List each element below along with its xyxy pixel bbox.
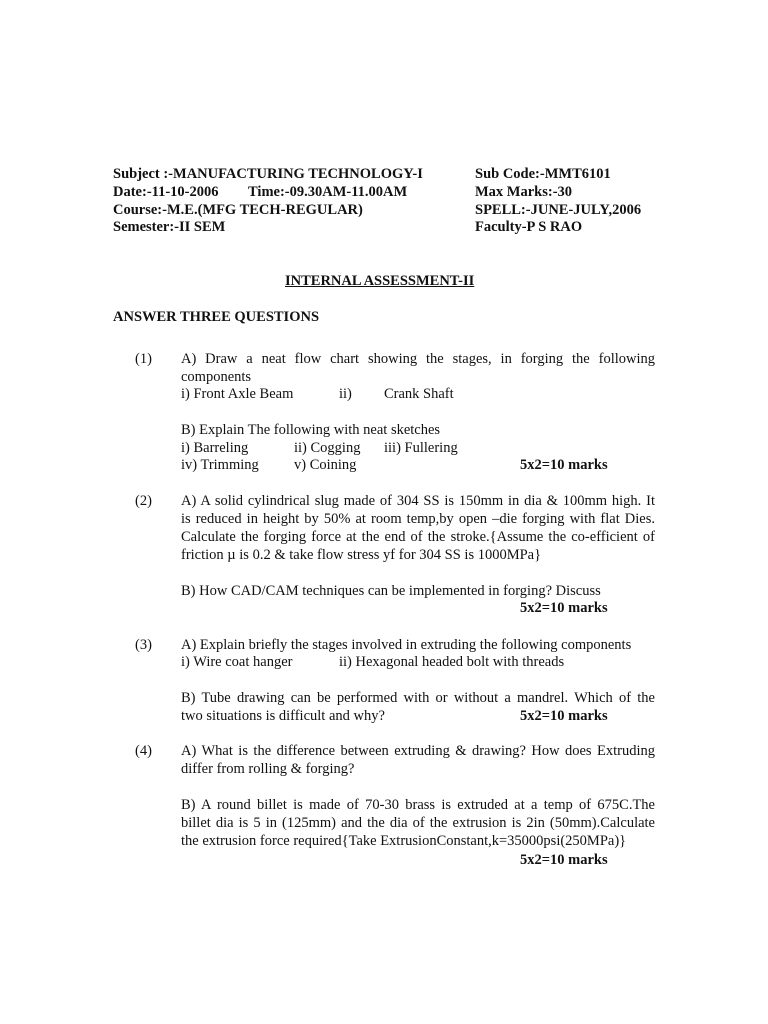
question-line: B) Tube drawing can be performed with or without a mandrel. Which of the <box>181 690 655 706</box>
question-line: Calculate the forging force at the end of the stroke.{Assume the co-efficient of <box>181 529 655 545</box>
question-number: (2) <box>135 493 152 509</box>
list-item: ii) <box>339 386 352 402</box>
question-line: B) A round billet is made of 70-30 brass is extruded at a temp of 675C.The <box>181 797 655 813</box>
list-item: iii) Fullering <box>384 440 458 456</box>
list-item: iv) Trimming <box>181 457 259 473</box>
question-line: A) Draw a neat flow chart showing the stages, in forging the following <box>181 351 655 367</box>
question-number: (1) <box>135 351 152 367</box>
instruction-text: ANSWER THREE QUESTIONS <box>113 309 320 325</box>
question-line: differ from rolling & forging? <box>181 761 355 777</box>
question-line: A) What is the difference between extruding & drawing? How does Extruding <box>181 743 655 759</box>
date-text: Date:-11-10-2006 <box>113 184 219 200</box>
question-line: the extrusion force required{Take ExtrusionConstant,k=35000psi(250MPa)} <box>181 833 627 849</box>
question-part-a <box>181 350 655 386</box>
question-part-b <box>181 796 655 850</box>
list-item: Crank Shaft <box>384 386 454 402</box>
question-line: components <box>181 369 252 385</box>
spell-text: SPELL:-JUNE-JULY,2006 <box>475 202 642 218</box>
question-number: (3) <box>135 637 152 653</box>
question-part-b: B) How CAD/CAM techniques can be implemented in forging? Discuss <box>181 583 601 599</box>
page-title: INTERNAL ASSESSMENT-II <box>285 273 475 289</box>
marks-label: 5x2=10 marks <box>520 600 608 616</box>
question-part-a: A) Explain briefly the stages involved in extruding the following components <box>181 637 632 653</box>
faculty-text: Faculty-P S RAO <box>475 219 583 235</box>
question-part-a <box>181 492 655 564</box>
question-part-a <box>181 742 655 778</box>
list-item: ii) Hexagonal headed bolt with threads <box>339 654 565 670</box>
subject-text: Subject :-MANUFACTURING TECHNOLOGY-I <box>113 166 423 182</box>
marks-label: 5x2=10 marks <box>520 708 608 724</box>
sub-code-text: Sub Code:-MMT6101 <box>475 166 611 182</box>
question-line: A) A solid cylindrical slug made of 304 SS is 150mm in dia & 100mm high. It <box>181 493 655 509</box>
course-text: Course:-M.E.(MFG TECH-REGULAR) <box>113 202 363 218</box>
question-number: (4) <box>135 743 152 759</box>
question-part-b: B) Explain The following with neat sketches <box>181 422 441 438</box>
list-item: i) Barreling <box>181 440 249 456</box>
question-line: is reduced in height by 50% at room temp,by open –die forging with flat Dies. <box>181 511 655 527</box>
semester-text: Semester:-II SEM <box>113 219 226 235</box>
marks-label: 5x2=10 marks <box>520 457 608 473</box>
max-marks-text: Max Marks:-30 <box>475 184 573 200</box>
time-text: Time:-09.30AM-11.00AM <box>248 184 408 200</box>
list-item: i) Front Axle Beam <box>181 386 294 402</box>
question-line: two situations is difficult and why? <box>181 708 385 724</box>
list-item: ii) Cogging <box>294 440 361 456</box>
question-line: friction µ is 0.2 & take flow stress yf for 304 SS is 1000MPa} <box>181 547 542 563</box>
list-item: v) Coining <box>294 457 357 473</box>
question-line: billet dia is 5 in (125mm) and the dia of the extrusion is 2in (50mm).Calculate <box>181 815 655 831</box>
marks-label: 5x2=10 marks <box>520 852 608 868</box>
list-item: i) Wire coat hanger <box>181 654 293 670</box>
